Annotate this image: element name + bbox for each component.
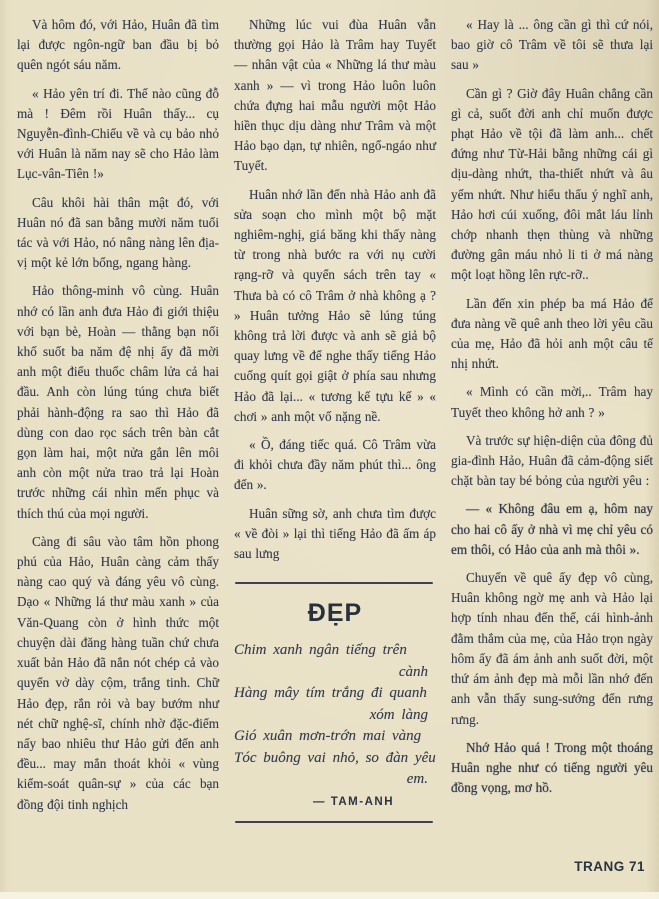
paragraph: Câu khôi hài thân mật đó, với Huân nó đã san bằng mười năm tuổi tác và với Hảo, nó nâng nàng lên địa-vị một kẻ lớn bổng, ngang hàng. bbox=[17, 194, 219, 271]
paragraph: Cần gì ? Giờ đây Huân chẳng cần gì cả, suốt đời anh chỉ muốn được phạt Hảo về tội đã làm anh... chết đứng như Từ-Hải bằng những cái gì dịu-dàng nhứt, tha-thiết nhứt và âu yếm nhứt. Như hiểu thấu ý nghĩ anh, Hảo hơi cúi xuống, đôi mắt láu lỉnh chớp nhanh thẹn thùng và những đường gân máu nhỏ li ti ở má nàng một loạt hồng lên rực-rỡ.. bbox=[451, 85, 653, 283]
paragraph: Những lúc vui đùa Huân vẫn thường gọi Hảo là Trâm hay Tuyết — nhân vật của « Những lá thư màu xanh » — vì trong Hảo luôn luôn chứa đựng hai mẫu người một Hảo hiền thục dịu dàng như Trâm và một Hảo bạo dạn, tự nhiên, ngổ-ngáo như Tuyết. bbox=[234, 17, 436, 174]
text-column-3 bbox=[451, 15, 653, 899]
paragraph: Lần đến xin phép ba má Hảo để đưa nàng về quê anh theo lời yêu cầu của mẹ, Hảo đã hỏi anh một câu tế nhị nhứt. bbox=[451, 295, 653, 372]
poem-line bbox=[234, 748, 436, 791]
page-number: TRANG 71 bbox=[574, 859, 645, 874]
paragraph: Và hôm đó, với Hảo, Huân đã tìm lại được ngôn-ngữ ban đầu bị bỏ quên ngót sáu năm. bbox=[17, 17, 219, 73]
poem-body bbox=[234, 640, 436, 791]
paragraph: Huân sững sờ, anh chưa tìm được « về đòi » lại thì tiếng Hảo đã ấm áp sau lưng bbox=[234, 505, 436, 562]
poem-line-text: Tóc buông vai nhỏ, so đàn yêu bbox=[234, 749, 436, 766]
paragraph: Nhớ Hảo quá ! Trong một thoáng Huân nghe như có tiếng người yêu đồng vọng, mơ hồ. bbox=[451, 739, 653, 796]
paragraph: Chuyến về quê ấy đẹp vô cùng, Huân không ngờ mẹ anh và Hảo lại hợp tính nhau đến thế, cái hình-ảnh đằm thắm của mẹ, của Hảo trọn ngày hôm ấy đã ám ảnh anh suốt đời, một thứ ám ảnh đẹp mà mỗi lần nhớ đến anh vẫn thấy sung-sướng đến rưng rưng. bbox=[451, 570, 653, 727]
paragraph: Càng đi sâu vào tâm hồn phong phú của Hảo, Huân càng cảm thấy nàng cao quý và đáng yêu vô cùng. Dạo « Những lá thư màu xanh » của Văn-Quang còn ở hình thức một chuyện dài đăng hàng tuần chứ chưa xuất bản Hảo đã nắn nót chép cả vào quyển vở dày cộm, trắng tinh. Chữ Hảo đẹp, rắn rỏi và bay bướm như nét chữ nghệ-sĩ, chính nhờ đặc-điểm nấy bao nhiêu thư Hảo gửi đến anh đều... may mắn thoát khỏi « vùng kiểm-soát quân-sự » của các bạn đồng đội tinh nghịch bbox=[17, 533, 219, 812]
text-column-2 bbox=[234, 15, 436, 899]
poem-line bbox=[234, 726, 436, 748]
paragraph: « Ồ, đáng tiếc quá. Cô Trâm vừa đi khỏi chưa đầy năm phút thì... ông đến ». bbox=[234, 437, 436, 493]
poem-section bbox=[234, 572, 436, 823]
paragraph: Hảo thông-minh vô cùng. Huân nhớ có lần anh đưa Hảo đi giới thiệu với bạn bè, Hoàn — thằng bạn nối khố suốt ba năm đệ nhị ấy đã mời anh một điếu thuốc châm lửa cả hai đầu. Anh còn lúng túng chưa biết phải hành-động ra sao thì Hảo đã dùng con dao rọc sách trên bàn cắt gọn làm hai, một nửa gắn lên môi anh còn một nửa trao trả lại Hoàn trước những cái nhìn mến phục và thích thú của mọi người. bbox=[17, 283, 219, 521]
poem-line bbox=[234, 640, 436, 683]
poem-top-rule bbox=[235, 582, 433, 584]
poem-line-text: Gió xuân mơn-trớn mai vàng bbox=[234, 728, 422, 745]
poem-line-text: Chim xanh ngân tiếng trên bbox=[234, 642, 407, 659]
poem-bottom-rule bbox=[235, 821, 433, 823]
text-column-1 bbox=[17, 15, 219, 899]
poem-line bbox=[234, 683, 436, 726]
poem-line-carry: cành bbox=[398, 663, 428, 680]
poem-line-carry: em. bbox=[406, 771, 428, 788]
poem-line-text: Hàng mây tím trắng đi quanh bbox=[234, 685, 427, 702]
paragraph: — « Không đâu em ạ, hôm nay cho hai cô ấy ở nhà vì mẹ chỉ yêu có em thôi, có Hảo của anh mà thôi ». bbox=[451, 501, 653, 557]
poem-line-carry: xóm làng bbox=[369, 706, 428, 723]
paragraph: Và trước sự hiện-diện của đông đủ gia-đình Hảo, Huân đã cảm-động siết chặt bàn tay bé bỏng của người yêu : bbox=[451, 432, 653, 489]
paragraph: « Hảo yên trí đi. Thế nào cũng đỗ mà ! Đêm rồi Huân thấy... cụ Nguyễn-đình-Chiểu về và cụ bảo nhỏ với Huân là năm nay sẽ cho Hảo làm Lục-vân-Tiên !» bbox=[17, 85, 219, 182]
paragraph: Huân nhớ lần đến nhà Hảo anh đã sửa soạn cho mình một bộ mặt nghiêm-nghị, giá băng khi thấy nàng từ trong nhà bước ra với nụ cười rạng-rỡ và quyển sách trên tay « Thưa bà có cô Trâm ở nhà không ạ ? » Huân tưởng Hảo sẽ lúng túng không trả lời được và anh sẽ giả bộ quay lưng về để nghe thấy tiếng Hảo cuống quít gọi giật ở phía sau nhưng Hảo đã lại... « tương kế tựu kế » « chơi » anh một vố nặng nề. bbox=[234, 186, 436, 424]
poem-author: — TAM-ANH bbox=[313, 795, 394, 808]
poem-title: ĐẸP bbox=[307, 599, 363, 628]
paragraph: « Mình có cần mời,.. Trâm hay Tuyết theo không hở anh ? » bbox=[451, 384, 653, 420]
paragraph: « Hay là ... ông cần gì thì cứ nói, bao giờ cô Trâm về tôi sẽ thưa lại sau » bbox=[451, 17, 653, 73]
